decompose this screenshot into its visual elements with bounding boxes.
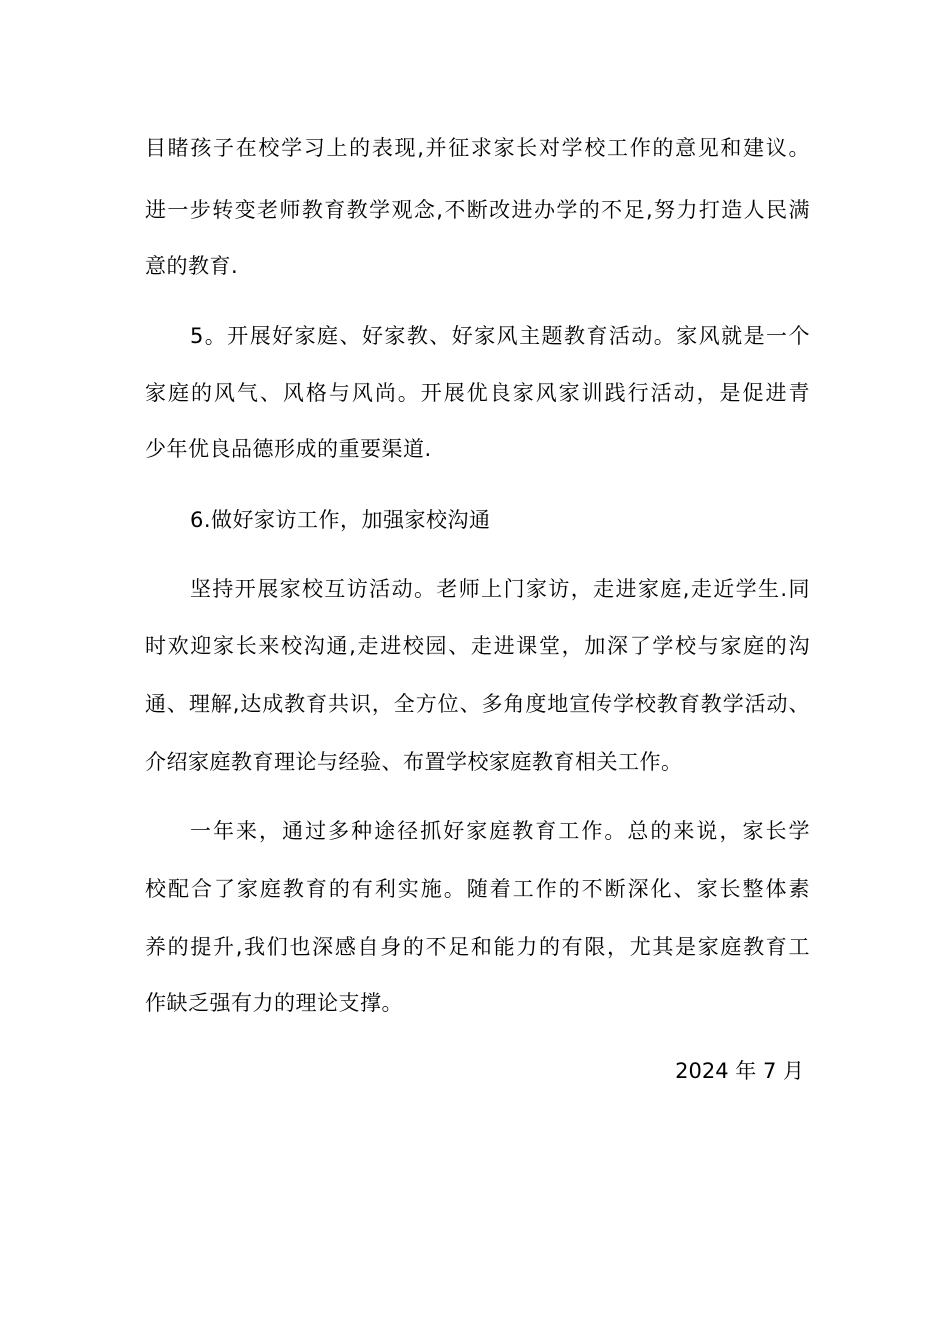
paragraph-line: 进一步转变老师教育教学观念,不断改进办学的不足,努力打造人民满 bbox=[145, 198, 810, 222]
paragraph-line: 介绍家庭教育理论与经验、布置学校家庭教育相关工作。 bbox=[145, 750, 683, 774]
paragraph-line: 坚持开展家校互访活动。老师上门家访，走进家庭,走近学生.同 bbox=[190, 577, 810, 601]
paragraph-line: 通、理解,达成教育共识，全方位、多角度地宣传学校教育教学活动、 bbox=[145, 692, 810, 716]
paragraph-line: 养的提升,我们也深感自身的不足和能力的有限，尤其是家庭教育工 bbox=[145, 935, 810, 959]
paragraph-line: 一年来，通过多种途径抓好家庭教育工作。总的来说，家长学 bbox=[190, 819, 810, 843]
document-date: 2024 年 7 月 bbox=[675, 1059, 804, 1083]
paragraph-line: 意的教育. bbox=[145, 254, 239, 278]
paragraph-line: 校配合了家庭教育的有利实施。随着工作的不断深化、家长整体素 bbox=[145, 877, 810, 901]
paragraph-line: 目睹孩子在校学习上的表现,并征求家长对学校工作的意见和建议。 bbox=[145, 136, 810, 160]
paragraph-line: 5。开展好家庭、好家教、好家风主题教育活动。家风就是一个 bbox=[190, 324, 810, 348]
paragraph-line: 时欢迎家长来校沟通,走进校园、走进课堂，加深了学校与家庭的沟 bbox=[145, 634, 810, 658]
paragraph-line: 家庭的风气、风格与风尚。开展优良家风家训践行活动，是促进青 bbox=[145, 381, 810, 405]
paragraph-line: 少年优良品德形成的重要渠道. bbox=[145, 437, 432, 461]
section-heading: 6.做好家访工作，加强家校沟通 bbox=[190, 508, 491, 532]
paragraph-line: 作缺乏强有力的理论支撑。 bbox=[145, 991, 403, 1015]
